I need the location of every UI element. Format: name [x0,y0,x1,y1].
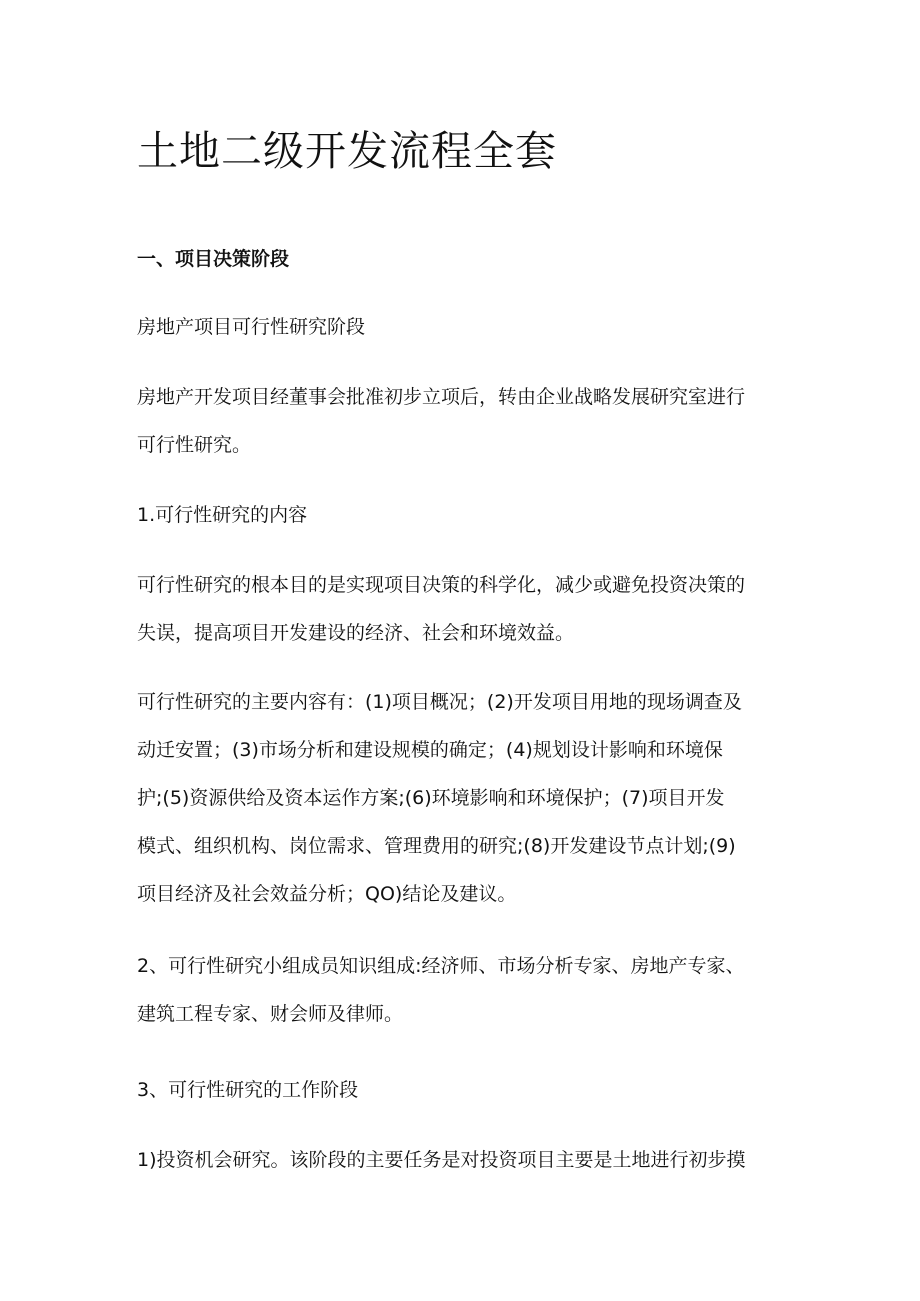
text-line: 动迁安置；(3)市场分析和建设规模的确定；(4)规划设计影响和环境保 [137,739,723,761]
text-line: 可行性研究的根本目的是实现项目决策的科学化，减少或避免投资决策的 [137,574,746,596]
team-paragraph [137,942,787,1038]
purpose-paragraph [137,561,787,657]
text-line: 房地产项目可行性研究阶段 [137,316,366,338]
contents-paragraph [137,678,787,918]
text-line: 房地产开发项目经董事会批准初步立项后，转由企业战略发展研究室进行 [137,386,746,408]
text-line: 可行性研究。 [137,434,252,456]
item1-heading [137,491,787,539]
intro-paragraph [137,373,787,469]
text-line: 模式、组织机构、岗位需求、管理费用的研究;(8)开发建设节点计划;(9) [137,835,736,857]
item3-heading [137,1066,787,1114]
text-line: 失误，提高项目开发建设的经济、社会和环境效益。 [137,622,575,644]
section-heading-decision-stage: 一、项目决策阶段 [137,248,290,270]
document-title: 土地二级开发流程全套 [137,127,557,175]
text-line: 可行性研究的主要内容有：(1)项目概况；(2)开发项目用地的现场调查及 [137,691,742,713]
text-line: 建筑工程专家、财会师及律师。 [137,1003,404,1025]
text-line: 3、可行性研究的工作阶段 [137,1079,359,1101]
stage1-paragraph [137,1136,787,1184]
subheading-feasibility-stage [137,303,787,351]
text-line: 项目经济及社会效益分析；QO)结论及建议。 [137,883,517,905]
text-line: 护;(5)资源供给及资本运作方案;(6)环境影响和环境保护；(7)项目开发 [137,787,725,809]
text-line: 2、可行性研究小组成员知识组成:经济师、市场分析专家、房地产专家、 [137,955,745,977]
text-line: 1.可行性研究的内容 [137,504,308,526]
text-line: 1)投资机会研究。该阶段的主要任务是对投资项目主要是土地进行初步摸 [137,1149,746,1171]
